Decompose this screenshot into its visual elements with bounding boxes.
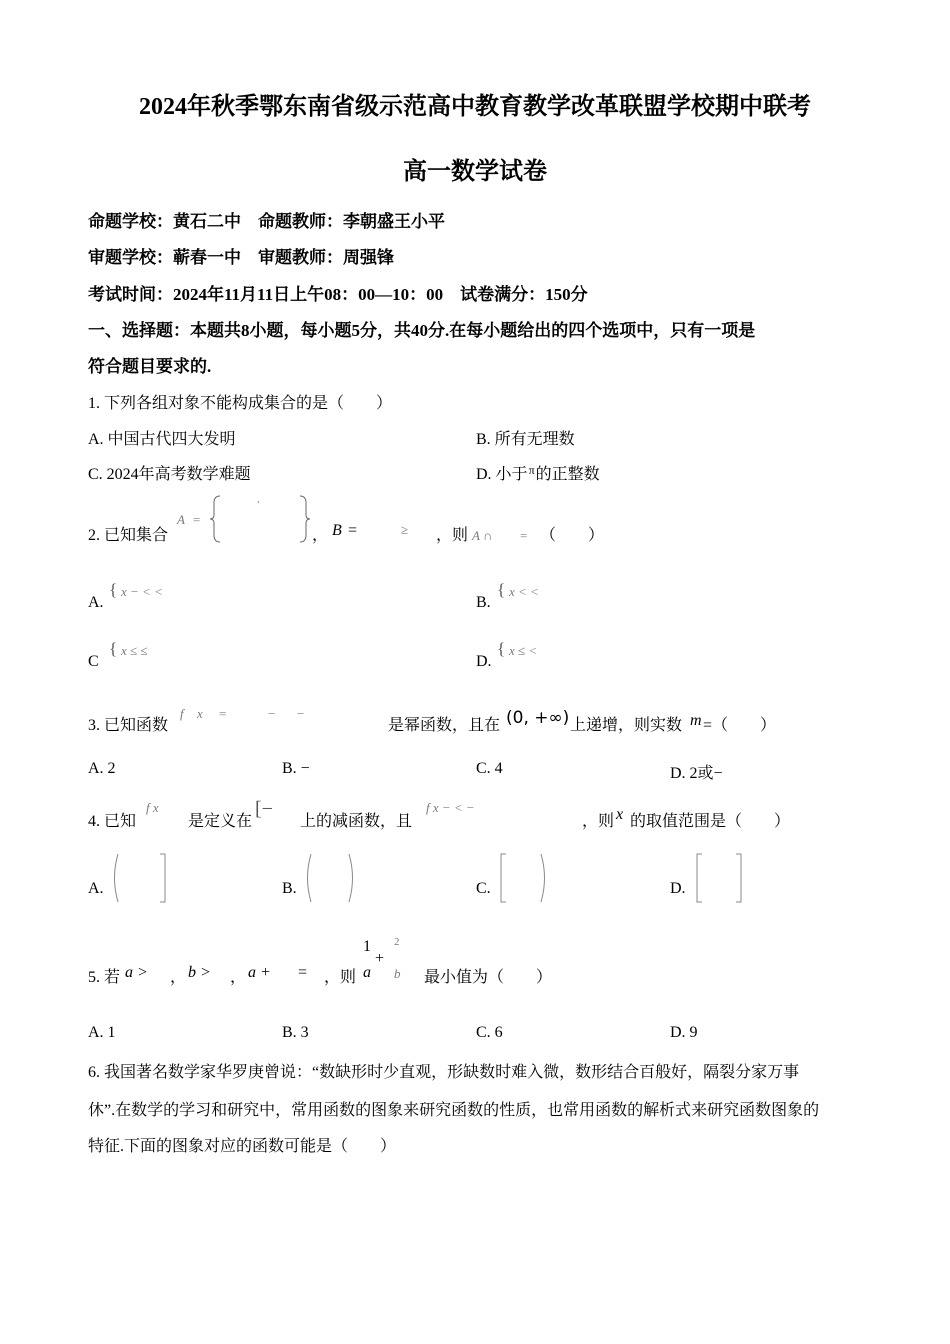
q2-set-b-symbol: B [332, 522, 342, 539]
interval-bracket-graphic [110, 852, 170, 904]
q3-minus-2: − [297, 706, 305, 721]
info-line-2: 审题学校：蕲春一中 审题教师：周强锋 [88, 248, 394, 267]
q3-option-c: C. 4 [476, 760, 503, 777]
exam-subtitle: 高一数学试卷 [403, 159, 547, 185]
q5-post: 最小值为（ ） [424, 969, 553, 986]
q4-option-c-interval [497, 852, 557, 909]
q2-option-d-expr: x ≤ < [509, 643, 538, 658]
q5-prefix: 5. 若 [88, 969, 121, 986]
q6-line-2: 休”.在数学的学习和研究中，常用函数的图象来研究函数的性质，也常用函数的解析式来研究函数图象的 [88, 1102, 820, 1119]
q2-set-a-symbol: A [177, 512, 185, 527]
q2-intersection: A ∩ [472, 528, 493, 543]
q2-comma: ， [312, 527, 329, 544]
q3-eq: = [219, 706, 227, 721]
interval-bracket-graphic [303, 852, 363, 904]
q4-prefix: 4. 已知 [88, 813, 137, 830]
section-heading-line-1: 一、选择题：本题共8小题，每小题5分，共40分.在每小题给出的四个选项中，只有一项是 [88, 321, 756, 340]
q5-denominator-b: b [394, 966, 401, 981]
interval-bracket-graphic [692, 852, 752, 904]
set-brace-graphic [208, 493, 318, 545]
q3-option-a: A. 2 [88, 760, 116, 777]
q3-prefix: 3. 已知函数 [88, 717, 169, 734]
q5-comma-2: ， [230, 969, 247, 986]
q2-set-a-brace [208, 493, 318, 545]
q5-eq: = [298, 964, 308, 981]
q1-option-d-post: 的正整数 [535, 466, 600, 483]
brace-open-icon: { [497, 639, 506, 658]
q5-plus: + [375, 950, 385, 967]
info-line-3: 考试时间：2024年11月11日上午08：00—10：00 试卷满分：150分 [88, 285, 588, 304]
q2-option-b-expr: x < < [509, 584, 539, 599]
q3-option-d: D. 2或− [670, 765, 723, 782]
q4-option-d-interval [692, 852, 752, 909]
q5-numerator-1: 1 [363, 938, 371, 955]
q6-line-1: 6. 我国著名数学家华罗庚曾说：“数缺形时少直观，形缺数时难入微，数形结合百般好，隔裂分家万事 [88, 1064, 800, 1081]
q4-fx: f x [146, 800, 159, 815]
q3-post2: =（ ） [703, 717, 777, 734]
interval-bracket-graphic [497, 852, 557, 904]
q4-mid2: 上的减函数，且 [300, 813, 413, 830]
q3-m: m [690, 712, 702, 729]
pi-symbol: π [528, 463, 535, 477]
q4-post2: 的取值范围是（ ） [630, 813, 791, 830]
q2-paren: （ ） [540, 527, 605, 544]
q5-option-a: A. 1 [88, 1024, 116, 1041]
q4-post: ，则 [582, 813, 615, 830]
q3-minus-1: − [268, 706, 276, 721]
section-heading-line-2: 符合题目要求的. [88, 357, 212, 376]
q5-comma-1: ， [170, 969, 187, 986]
q6-line-3: 特征.下面的图象对应的函数可能是（ ） [88, 1138, 397, 1155]
q2-option-a-label: A. [88, 594, 104, 611]
q4-option-a-interval [110, 852, 170, 909]
q3-option-b: B. − [282, 760, 310, 777]
q1-option-c: C. 2024年高考数学难题 [88, 466, 251, 483]
q3-mid: 是幂函数，且在 [388, 717, 501, 734]
q4-option-d-label: D. [670, 880, 686, 897]
q5-b-gt: b > [188, 964, 211, 981]
q5-sum: a + [248, 964, 271, 981]
q5-option-c: C. 6 [476, 1024, 503, 1041]
q2-ge-symbol: ≥ [401, 522, 409, 537]
q1-option-d-pre: D. 小于 [476, 466, 528, 483]
q1-stem: 1. 下列各组对象不能构成集合的是（ ） [88, 395, 393, 412]
q2-set-a-eq: = [193, 512, 201, 527]
exam-title: 2024年秋季鄂东南省级示范高中教育教学改革联盟学校期中联考 [139, 94, 811, 120]
q2-option-a-expr: x − < < [121, 584, 163, 599]
q5-option-d: D. 9 [670, 1024, 698, 1041]
q5-numerator-2: 2 [394, 936, 400, 948]
brace-open-icon: { [497, 580, 506, 599]
info-line-1: 命题学校：黄石二中 命题教师：李朝盛王小平 [88, 212, 445, 231]
q4-option-a-label: A. [88, 880, 104, 897]
q2-option-c-expr: x ≤ ≤ [121, 643, 148, 658]
q2-eq2: = [520, 528, 528, 543]
q4-bracket: [− [255, 798, 273, 820]
q3-x: x [197, 706, 203, 721]
q4-inequality: f x − < − [426, 800, 475, 815]
brace-open-icon: { [109, 639, 118, 658]
q1-option-b: B. 所有无理数 [476, 431, 575, 448]
brace-open-icon: { [109, 580, 118, 599]
q4-option-b-interval [303, 852, 363, 909]
q4-x: x [616, 806, 624, 823]
q2-then: ，则 [436, 527, 469, 544]
q1-option-d [476, 461, 600, 484]
q4-mid1: 是定义在 [188, 813, 253, 830]
q4-option-b-label: B. [282, 880, 297, 897]
q5-a-gt: a > [125, 964, 148, 981]
q4-option-c-label: C. [476, 880, 491, 897]
q2-set-b-eq: = [348, 522, 358, 539]
q3-post: 上递增，则实数 [570, 717, 683, 734]
q2-prefix: 2. 已知集合 [88, 527, 169, 544]
q2-option-b-label: B. [476, 594, 491, 611]
q2-option-c-label: C [88, 653, 99, 670]
q3-f: f [180, 706, 184, 721]
q1-option-a: A. 中国古代四大发明 [88, 431, 236, 448]
q5-denominator-a: a [363, 964, 371, 981]
q3-interval: (0, +∞) [506, 708, 570, 728]
q5-option-b: B. 3 [282, 1024, 309, 1041]
q2-option-d-label: D. [476, 653, 492, 670]
q5-then: ，则 [324, 969, 357, 986]
